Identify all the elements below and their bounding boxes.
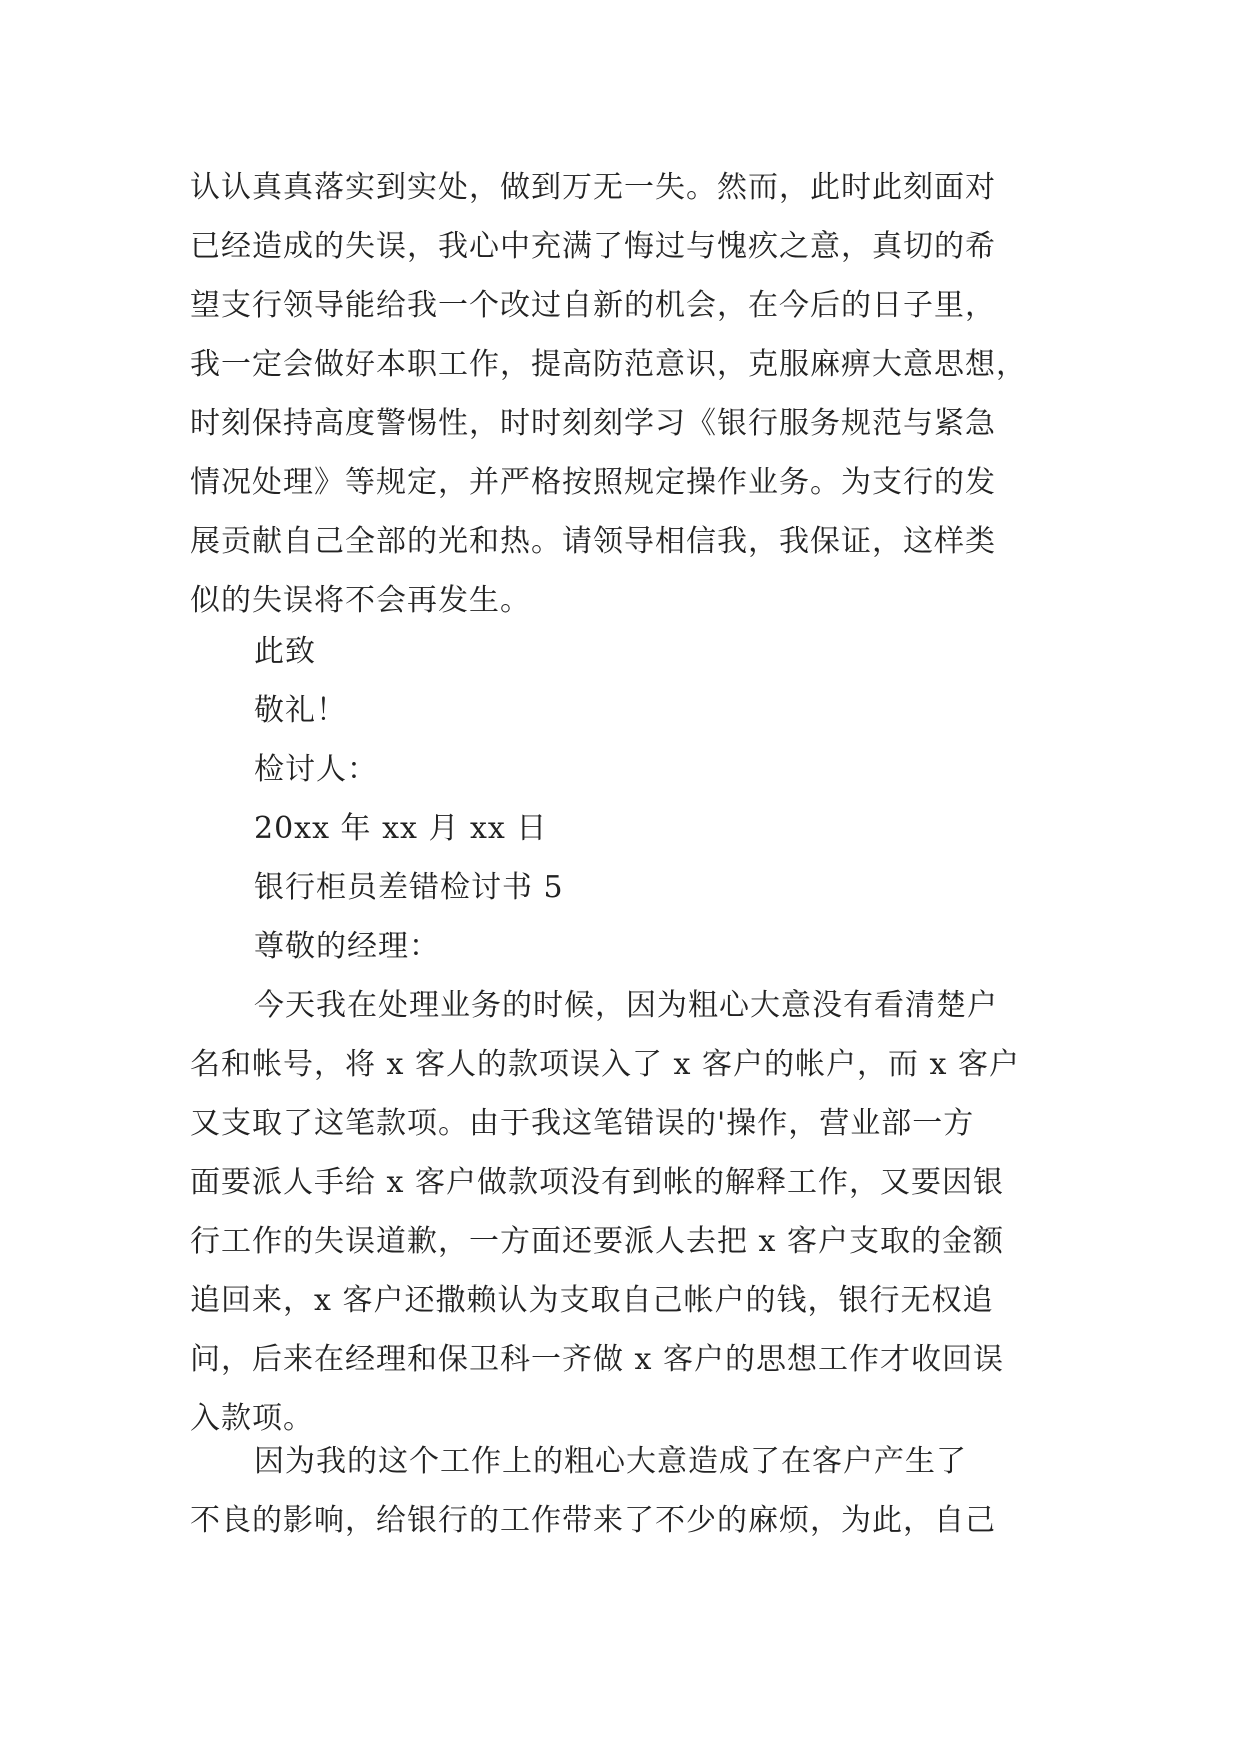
letter-section [190, 622, 1070, 1448]
text-line: 入款项。 [190, 1401, 314, 1436]
text-line: 情况处理》等规定，并严格按照规定操作业务。为支行的发 [190, 465, 996, 500]
paragraph [190, 1432, 1070, 1550]
text-line: 名和帐号，将 x 客人的款项误入了 x 客户的帐户，而 x 客户 [190, 1047, 1020, 1082]
text-line: 又支取了这笔款项。由于我这笔错误的'操作，营业部一方 [190, 1106, 975, 1141]
salute-line: 敬礼！ [254, 693, 347, 728]
text-line: 已经造成的失误，我心中充满了悔过与愧疚之意，真切的希 [190, 229, 996, 264]
text-line: 认认真真落实到实处，做到万无一失。然而，此时此刻面对 [190, 170, 996, 205]
text-line: 我一定会做好本职工作，提高防范意识，克服麻痹大意思想， [190, 347, 1027, 382]
text-line: 似的失误将不会再发生。 [190, 583, 531, 618]
date-line: 20xx 年 xx 月 xx 日 [254, 811, 548, 846]
section-title: 银行柜员差错检讨书 5 [254, 870, 564, 905]
text-line: 不良的影响，给银行的工作带来了不少的麻烦，为此，自己 [190, 1503, 996, 1538]
paragraph-continuation [190, 158, 1070, 630]
text-line: 追回来，x 客户还撒赖认为支取自己帐户的钱，银行无权追 [190, 1283, 994, 1318]
signer-label: 检讨人： [254, 752, 378, 787]
greeting-line: 尊敬的经理： [254, 929, 440, 964]
text-line: 行工作的失误道歉，一方面还要派人去把 x 客户支取的金额 [190, 1224, 1004, 1259]
text-line: 展贡献自己全部的光和热。请领导相信我，我保证，这样类 [190, 524, 996, 559]
paragraph-first-line: 今天我在处理业务的时候，因为粗心大意没有看清楚户 [254, 988, 998, 1023]
closing-line: 此致 [254, 634, 316, 669]
text-line: 时刻保持高度警惕性，时时刻刻学习《银行服务规范与紧急 [190, 406, 996, 441]
text-line: 问，后来在经理和保卫科一齐做 x 客户的思想工作才收回误 [190, 1342, 1004, 1377]
text-line: 望支行领导能给我一个改过自新的机会，在今后的日子里， [190, 288, 996, 323]
text-line: 面要派人手给 x 客户做款项没有到帐的解释工作，又要因银 [190, 1165, 1004, 1200]
paragraph-first-line: 因为我的这个工作上的粗心大意造成了在客户产生了 [254, 1444, 967, 1479]
